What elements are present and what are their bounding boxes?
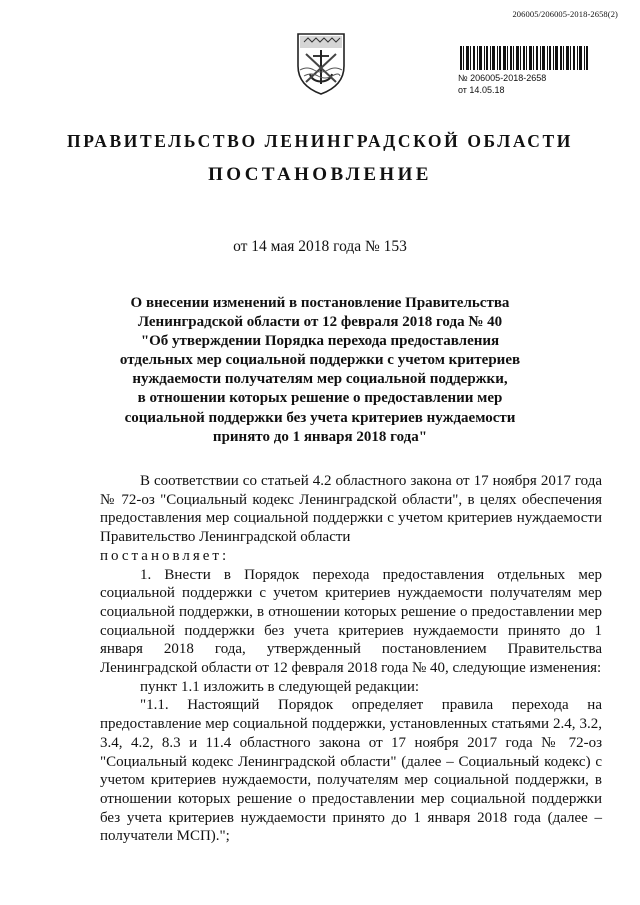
registration-number: № 206005-2018-2658 xyxy=(458,73,547,83)
title-line: "Об утверждении Порядка перехода предоставления xyxy=(140,333,500,350)
government-heading: ПРАВИТЕЛЬСТВО ЛЕНИНГРАДСКОЙ ОБЛАСТИ xyxy=(66,131,574,151)
document-title xyxy=(100,294,540,447)
item-1-paragraph: 1. Внести в Порядок перехода предоставления отдельных мер социальной поддержки с учетом критериев нуждаемости получателям мер социальной поддержки, в отношении которых решение о предоставлении мер социальной поддержки без учета критериев нуждаемости принято до 1 января 2018 года, утвержденный постановлением Правительства Ленинградской области от 12 февраля 2018 года № 40, следующие изменения: xyxy=(100,566,602,677)
item-1-subparagraph: пункт 1.1 изложить в следующей редакции: xyxy=(140,678,420,695)
title-line: нуждаемости получателям мер социальной поддержки, xyxy=(132,371,508,388)
preamble-paragraph: В соответствии со статьей 4.2 областного закона от 17 ноября 2017 года № 72-оз "Социальный кодекс Ленинградской области", в целях обеспечения предоставления мер социальной поддержки с учетом критериев нуждаемости Правительство Ленинградской области xyxy=(100,473,602,546)
document-type-heading: ПОСТАНОВЛЕНИЕ xyxy=(208,164,432,185)
title-line: О внесении изменений в постановление Правительства xyxy=(130,295,510,311)
document-date-line: от 14 мая 2018 года № 153 xyxy=(233,238,407,255)
title-line: социальной поддержки без учета критериев нуждаемости xyxy=(124,409,516,426)
quoted-amendment-paragraph: "1.1. Настоящий Порядок определяет правила перехода на предоставление мер социальной поддержки, установленных статьями 2.4, 3.2, 3.4, 4.2, 8.3 и 11.4 областного закона от 17 ноября 2017 года № 72-оз "Социальный кодекс Ленинградской области" (далее – Социальный кодекс) с учетом критериев нуждаемости, получателям мер социальной поддержки, в отношении которых решение о предоставлении мер социальной поддержки без учета критериев нуждаемости принято до 1 января 2018 года (далее – получатели МСП)."; xyxy=(100,697,602,845)
title-line: отдельных мер социальной поддержки с учетом критериев xyxy=(119,352,521,369)
registration-block xyxy=(458,72,546,96)
reference-number: 206005/206005-2018-2658(2) xyxy=(512,9,618,19)
coat-of-arms-icon xyxy=(294,30,348,96)
barcode-icon xyxy=(460,46,588,70)
decree-word: постановляет: xyxy=(100,547,230,564)
document-body xyxy=(100,472,602,846)
title-line: Ленинградской области от 12 февраля 2018 года № 40 xyxy=(137,314,503,331)
title-line: в отношении которых решение о предоставлении мер xyxy=(137,390,503,407)
title-line: принято до 1 января 2018 года" xyxy=(212,428,428,445)
registration-date: от 14.05.18 xyxy=(458,85,505,95)
